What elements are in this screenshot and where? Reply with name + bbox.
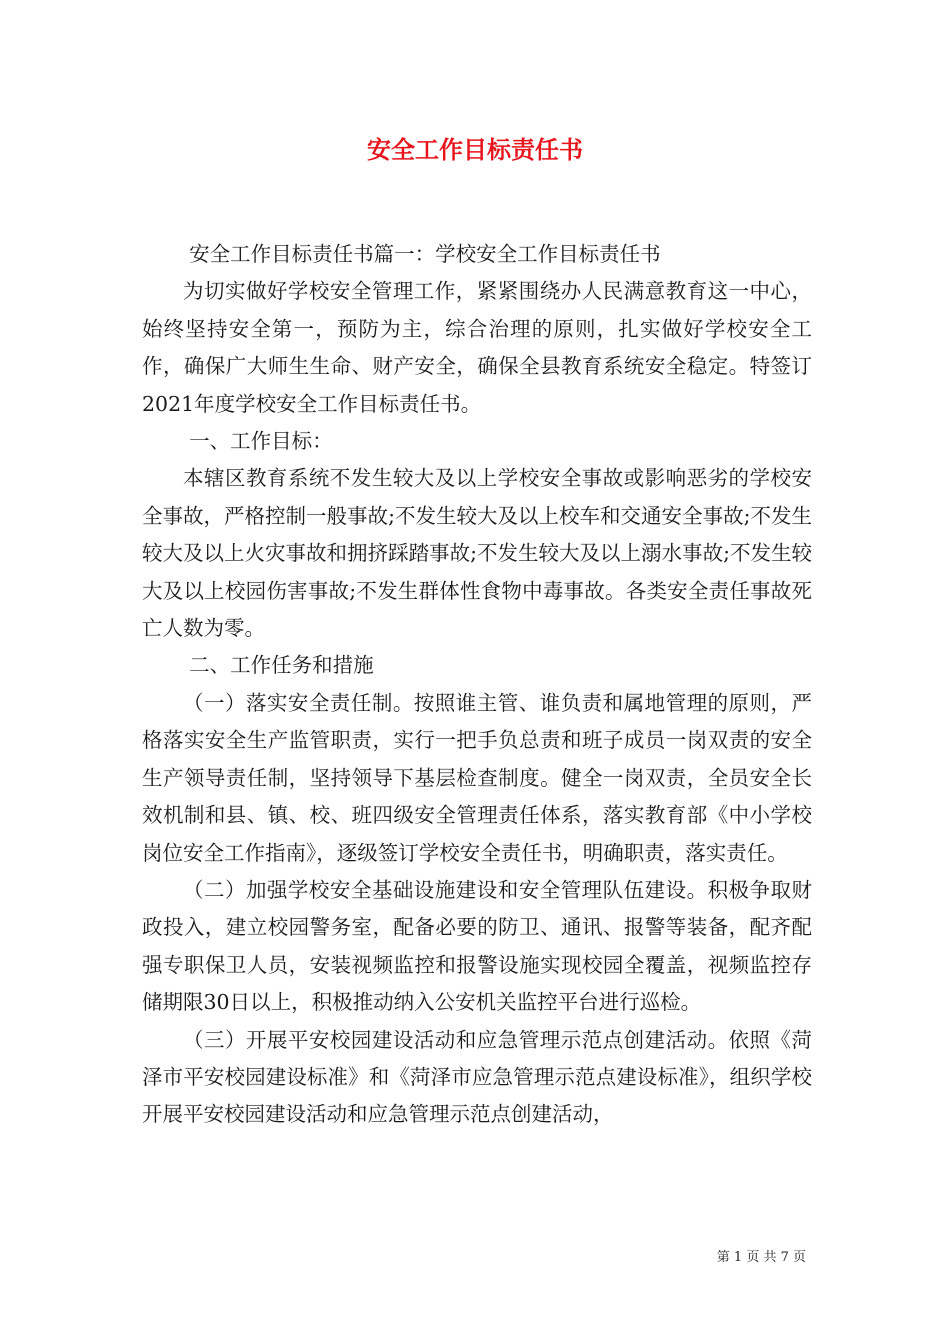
page-number-footer: 第 1 页 共 7 页 <box>716 1250 806 1265</box>
document-body <box>142 236 812 1134</box>
goals-paragraph: 本辖区教育系统不发生较大及以上学校安全事故或影响恶劣的学校安全事故，严格控制一般事故;不发生较大及以上校车和交通安全事故;不发生较大及以上火灾事故和拥挤踩踏事故;不发生较大及以上溺水事故;不发生较大及以上校园伤害事故;不发生群体性食物中毒事故。各类安全责任事故死亡人数为零。 <box>142 466 812 641</box>
section-heading-goals: 一、工作目标： <box>189 429 333 454</box>
document-title: 安全工作目标责任书 <box>367 135 583 164</box>
section-heading-tasks: 二、工作任务和措施 <box>189 653 374 678</box>
task-paragraph-2: （二）加强学校安全基础设施建设和安全管理队伍建设。积极争取财政投入，建立校园警务室，配备必要的防卫、通讯、报警等装备，配齐配强专职保卫人员，安装视频监控和报警设施实现校园全覆盖，视频监控存储期限30日以上，积极推动纳入公安机关监控平台进行巡检。 <box>142 877 812 1015</box>
section-subtitle: 安全工作目标责任书篇一：学校安全工作目标责任书 <box>189 242 661 266</box>
task-paragraph-3: （三）开展平安校园建设活动和应急管理示范点创建活动。依照《菏泽市平安校园建设标准》和《菏泽市应急管理示范点建设标准》，组织学校开展平安校园建设活动和应急管理示范点创建活动， <box>142 1027 812 1127</box>
intro-paragraph: 为切实做好学校安全管理工作，紧紧围绕办人民满意教育这一中心，始终坚持安全第一，预防为主，综合治理的原则，扎实做好学校安全工作，确保广大师生生命、财产安全，确保全县教育系统安全稳定。特签订2021年度学校安全工作目标责任书。 <box>142 279 812 416</box>
task-paragraph-1: （一）落实安全责任制。按照谁主管、谁负责和属地管理的原则，严格落实安全生产监管职责，实行一把手负总责和班子成员一岗双责的安全生产领导责任制，坚持领导下基层检查制度。健全一岗双责，全员安全长效机制和县、镇、校、班四级安全管理责任体系，落实教育部《中小学校岗位安全工作指南》，逐级签订学校安全责任书，明确职责，落实责任。 <box>142 690 812 865</box>
